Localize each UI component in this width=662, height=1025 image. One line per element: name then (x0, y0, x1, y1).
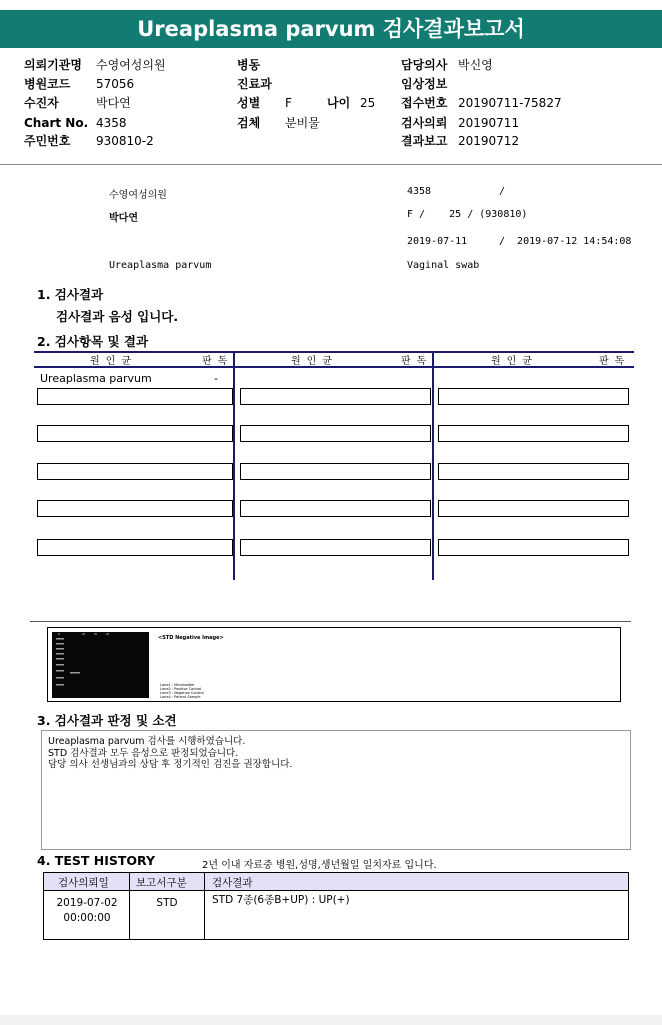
request-row (401, 114, 519, 132)
sex-value: F (285, 96, 292, 110)
result-cell (240, 539, 431, 556)
report-value: 20190712 (458, 134, 520, 148)
sex-age-row (237, 94, 375, 112)
section1-result-text: 검사결과 음성 입니다. (56, 309, 179, 324)
institution-label: 의뢰기관명 (24, 58, 82, 72)
age-label: 나이 (327, 96, 351, 110)
clinical-row (401, 75, 447, 93)
result-cell (37, 388, 233, 405)
col-pathogen-header-2: 원인균 (291, 356, 338, 367)
result-cell (438, 388, 629, 405)
history-row-result: STD 7종(6종B+UP) : UP(+) (212, 894, 350, 906)
result-cell (240, 500, 431, 517)
col-pathogen-header-1: 원인균 (90, 356, 137, 367)
gel-bands-graphic (52, 632, 149, 698)
header-divider (0, 164, 662, 165)
section4-title: 4. TEST HISTORY (37, 853, 156, 868)
age-value: 25 (360, 96, 376, 110)
gel-image-title: <STD Negative Image> (158, 635, 224, 641)
institution-value: 수영여성의원 (96, 58, 166, 72)
results-column-divider-2 (432, 351, 434, 580)
hospital-code-value: 57056 (96, 77, 135, 91)
col-pathogen-header-3: 원인균 (491, 356, 538, 367)
result-cell (37, 463, 233, 480)
result-cell (37, 425, 233, 442)
history-table (43, 872, 629, 940)
opinion-line-2: STD 검사결과 모두 음성으로 판정되었습니다. (48, 747, 239, 759)
doctor-row (401, 56, 493, 74)
gel-legend (160, 683, 204, 699)
gel-electrophoresis-image (52, 632, 149, 698)
history-header-result: 검사결과 (212, 877, 253, 889)
history-row-time: 00:00:00 (63, 912, 111, 924)
result-row1-name: Ureaplasma parvum (40, 372, 152, 385)
resident-row (24, 132, 154, 150)
mono-chart-slash: / (499, 186, 506, 197)
col-judgement-header-2: 판독 (401, 356, 433, 367)
dept-row (237, 75, 272, 93)
dept-label: 진료과 (237, 77, 272, 91)
hospital-code-label: 병원코드 (24, 77, 71, 91)
history-row-date: 2019-07-02 (56, 897, 118, 909)
result-cell (438, 463, 629, 480)
result-row1-value: - (214, 372, 218, 385)
results-column-divider-1 (233, 351, 235, 580)
gel-image-frame (47, 627, 621, 702)
doctor-value: 박신영 (458, 58, 493, 72)
mono-date-report: / 2019-07-12 14:54:08 (499, 236, 632, 247)
col-judgement-header-1: 판독 (202, 356, 234, 367)
result-cell (37, 500, 233, 517)
gel-legend-lane4: Lane4 : Patient Sample (160, 695, 201, 699)
report-row (401, 132, 519, 150)
history-row-type: STD (156, 897, 178, 909)
specimen-value: 분비물 (285, 116, 320, 130)
history-header-type: 보고서구분 (136, 877, 187, 889)
ward-label: 병동 (237, 58, 261, 72)
history-table-header (44, 873, 628, 891)
receipt-value: 20190711-75827 (458, 96, 562, 110)
chart-label: Chart No. (24, 116, 89, 130)
resident-label: 주민번호 (24, 134, 71, 148)
report-title: Ureaplasma parvum 검사결과보고서 (0, 10, 662, 48)
gel-legend-lane3: Lane3 : Negative Control (160, 691, 204, 695)
mono-chart-no: 4358 (407, 186, 432, 197)
report-label: 결과보고 (401, 134, 448, 148)
mono-date-request: 2019-07-11 (407, 236, 468, 247)
receipt-label: 접수번호 (401, 96, 448, 110)
mono-institution: 수영여성의원 (109, 190, 167, 201)
sex-label: 성별 (237, 96, 261, 110)
clinical-label: 임상정보 (401, 77, 448, 91)
mono-specimen: Vaginal swab (407, 260, 480, 271)
result-cell (438, 539, 629, 556)
request-value: 20190711 (458, 116, 520, 130)
history-note: 2년 이내 자료중 병원,성명,생년월일 일치자료 입니다. (202, 860, 437, 871)
section1-title: 1. 검사결과 (37, 287, 104, 302)
result-cell (37, 539, 233, 556)
history-header-date: 검사의뢰일 (58, 877, 109, 889)
gel-legend-lane1: Lane1 : Microladder (160, 683, 195, 687)
specimen-row (237, 114, 320, 132)
result-cell (240, 425, 431, 442)
chart-row (24, 114, 127, 132)
result-cell (240, 388, 431, 405)
specimen-label: 검체 (237, 116, 261, 130)
resident-value: 930810-2 (96, 134, 154, 148)
mono-patient: 박다연 (109, 213, 138, 224)
section3-title: 3. 검사결과 판정 및 소견 (37, 713, 177, 728)
result-cell (438, 425, 629, 442)
patient-value: 박다연 (96, 96, 131, 110)
result-cell (438, 500, 629, 517)
mono-sex-age: F / 25 / (930810) (407, 209, 528, 220)
opinion-line-3: 담당 의사 선생님과의 상담 후 정기적인 검진을 권장합니다. (48, 759, 293, 770)
ward-row (237, 56, 260, 74)
opinion-line-1: Ureaplasma parvum 검사를 시행하였습니다. (48, 736, 246, 747)
mono-test-name: Ureaplasma parvum (109, 260, 212, 271)
history-col-divider-2 (204, 873, 205, 939)
opinion-box (41, 730, 631, 850)
section-divider (30, 621, 631, 622)
gel-legend-lane2: Lane2 : Positive Control (160, 687, 202, 691)
receipt-row (401, 94, 562, 112)
col-judgement-header-3: 판독 (599, 356, 631, 367)
chart-value: 4358 (96, 116, 127, 130)
patient-label: 수진자 (24, 96, 59, 110)
hospital-code-row (24, 75, 134, 93)
institution-row (24, 56, 166, 74)
section2-title: 2. 검사항목 및 결과 (37, 334, 149, 349)
request-label: 검사의뢰 (401, 116, 448, 130)
result-cell (240, 463, 431, 480)
patient-row (24, 94, 131, 112)
doctor-label: 담당의사 (401, 58, 448, 72)
